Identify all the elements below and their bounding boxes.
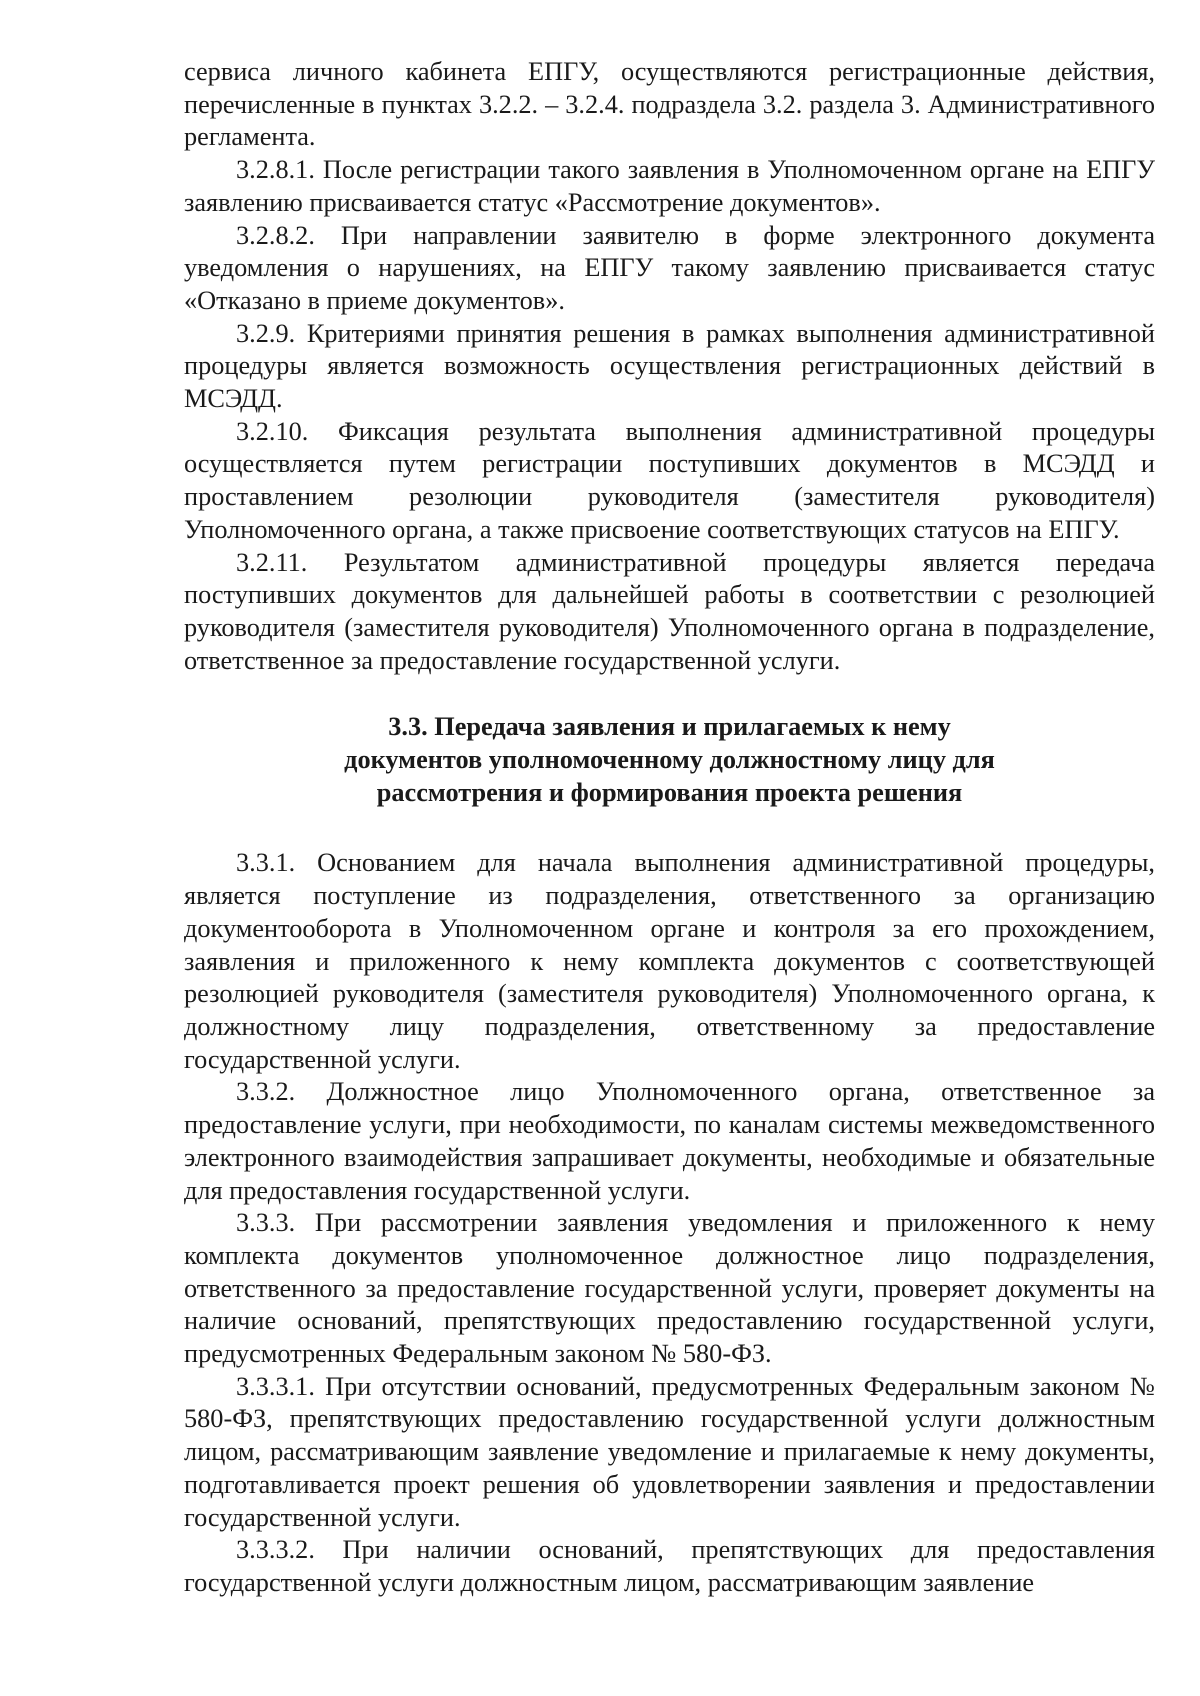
paragraph-3-3-1: 3.3.1. Основанием для начала выполнения административной процедуры, является поступление из подразделения, ответственного за организацию документооборота в Уполномоченном органе и контроля за его прохождением, заявления и приложенного к нему комплекта документов с соответствующей резолюцией руководителя (заместителя руководителя) Уполномоченного органа, к должностному лицу подразделения, ответственному за предоставление государственной услуги. (184, 848, 1155, 1074)
paragraph-continuation: сервиса личного кабинета ЕПГУ, осуществляются регистрационные действия, перечисленные в пунктах 3.2.2. – 3.2.4. подраздела 3.2. раздела 3. Административного регламента. (184, 57, 1155, 152)
section-heading-3-3 (184, 711, 1155, 809)
section-heading-line: рассмотрения и формирования проекта решения (376, 777, 963, 807)
paragraph-3-3-3: 3.3.3. При рассмотрении заявления уведомления и приложенного к нему комплекта документов уполномоченное должностное лицо подразделения, ответственного за предоставление государственной услуги, проверяет документы на наличие оснований, препятствующих предоставлению государственной услуги, предусмотренных Федеральным законом № 580-ФЗ. (184, 1208, 1155, 1369)
paragraph-3-3-2: 3.3.2. Должностное лицо Уполномоченного органа, ответственное за предоставление услуги, при необходимости, по каналам системы межведомственного электронного взаимодействия запрашивает документы, необходимые и обязательные для предоставления государственной услуги. (184, 1077, 1155, 1205)
paragraph-3-2-11: 3.2.11. Результатом административной процедуры является передача поступивших документов для дальнейшей работы в соответствии с резолюцией руководителя (заместителя руководителя) Уполномоченного органа в подразделение, ответственное за предоставление государственной услуги. (184, 547, 1155, 675)
paragraph-3-3-3-2: 3.3.3.2. При наличии оснований, препятствующих для предоставления государственной услуги должностным лицом, рассматривающим заявление (184, 1535, 1155, 1597)
section-heading-line: 3.3. Передача заявления и прилагаемых к нему (388, 712, 951, 742)
paragraph-3-3-3-1: 3.3.3.1. При отсутствии оснований, предусмотренных Федеральным законом № 580-ФЗ, препятствующих предоставлению государственной услуги должностным лицом, рассматривающим заявление уведомление и прилагаемые к нему документы, подготавливается проект решения об удовлетворении заявления и предоставлении государственной услуги. (184, 1371, 1155, 1532)
paragraph-3-2-10: 3.2.10. Фиксация результата выполнения административной процедуры осуществляется путем регистрации поступивших документов в МСЭДД и проставлением резолюции руководителя (заместителя руководителя) Уполномоченного органа, а также присвоение соответствующих статусов на ЕПГУ. (184, 416, 1155, 544)
paragraph-3-2-8-1: 3.2.8.1. После регистрации такого заявления в Уполномоченном органе на ЕПГУ заявлению присваивается статус «Рассмотрение документов». (184, 155, 1155, 217)
paragraph-3-2-8-2: 3.2.8.2. При направлении заявителю в форме электронного документа уведомления о нарушениях, на ЕПГУ такому заявлению присваивается статус «Отказано в приеме документов». (184, 220, 1155, 315)
paragraph-3-2-9: 3.2.9. Критериями принятия решения в рамках выполнения административной процедуры является возможность осуществления регистрационных действий в МСЭДД. (184, 318, 1155, 414)
document-page (184, 56, 1155, 1600)
section-heading-line: документов уполномоченному должностному лицу для (344, 745, 995, 775)
